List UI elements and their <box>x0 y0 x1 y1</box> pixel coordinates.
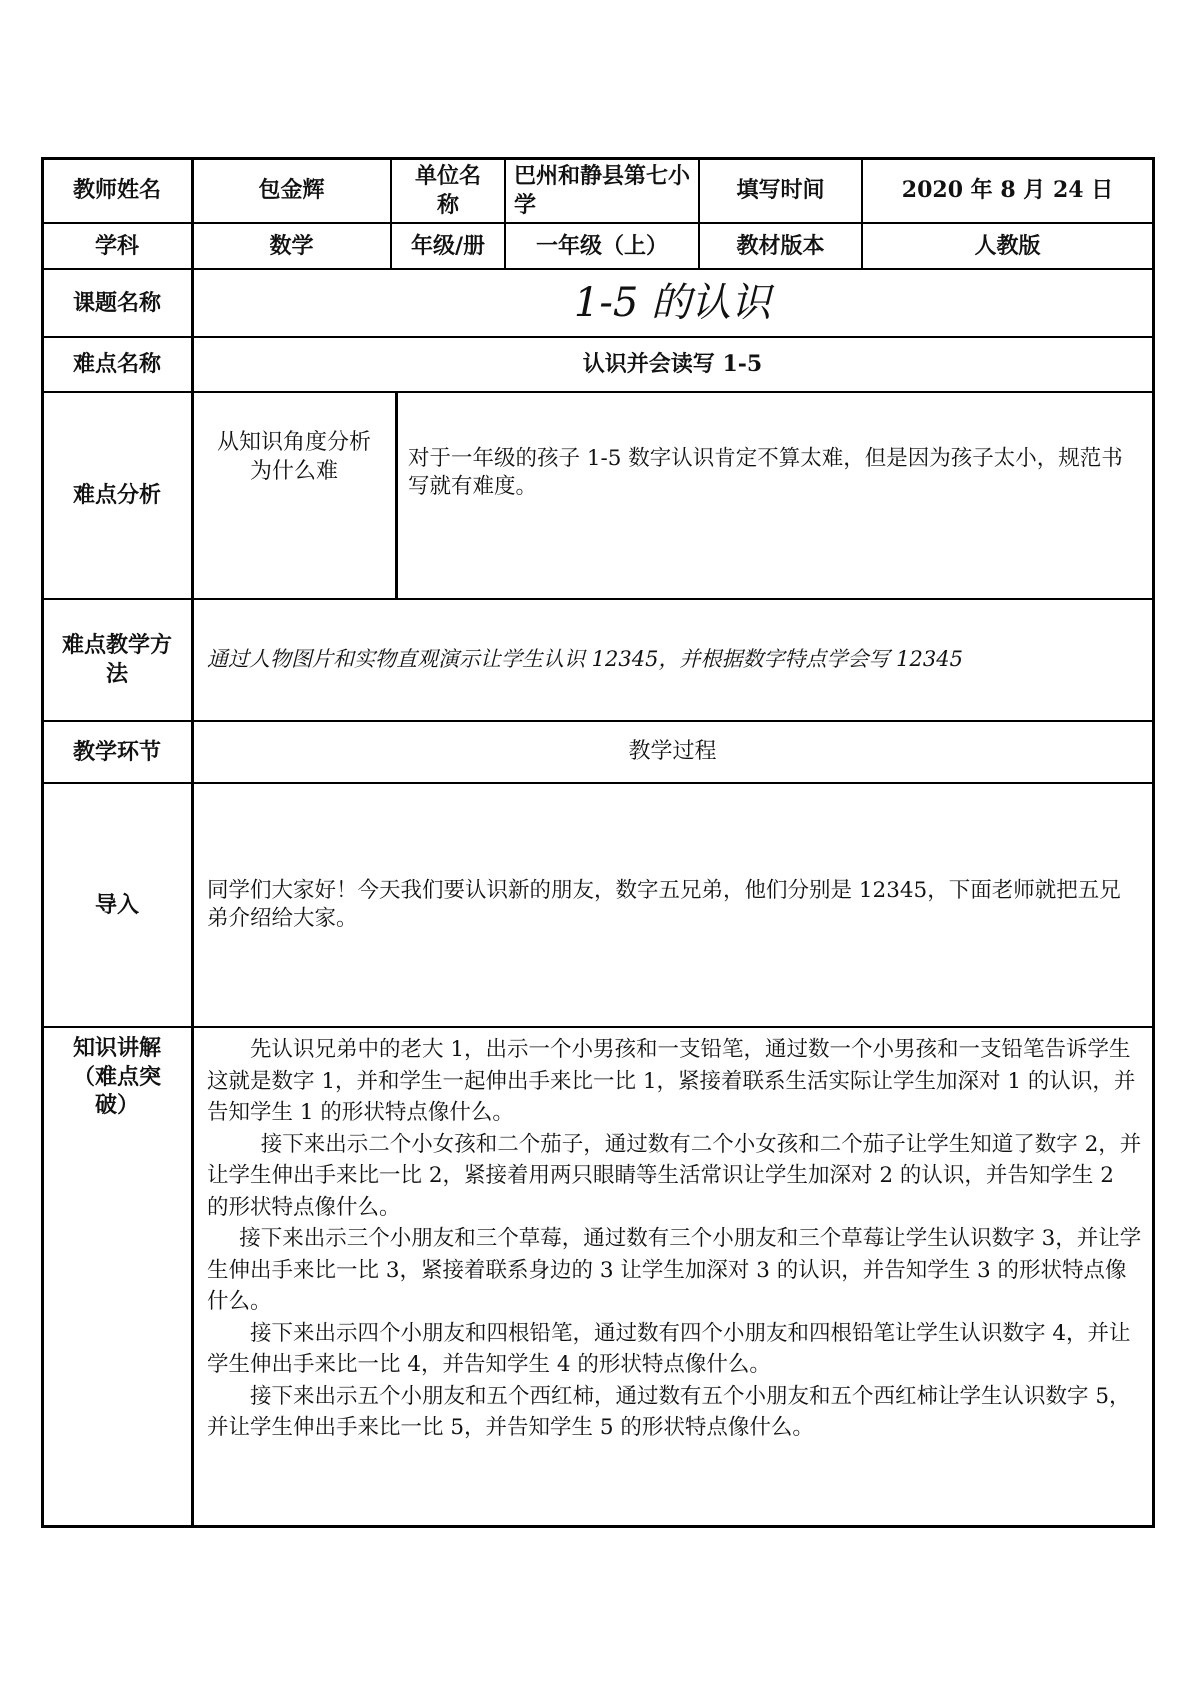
teaching-process-header: 教学过程 <box>628 738 717 764</box>
edition-value: 人教版 <box>974 232 1041 259</box>
explain-paragraph: 接下来出示二个小女孩和二个茄子，通过数有二个小女孩和二个茄子让学生知道了数字 2，并让学生伸出手来比一比 2，紧接着用两只眼睛等生活常识让学生加深对 2 的认识，并告知学生 2 的形状特点像什么。 <box>207 1131 1142 1220</box>
method-text: 通过人物图片和实物直观演示让学生认识 12345，并根据数字特点学会写 12345 <box>207 647 963 672</box>
subject-value: 数学 <box>269 232 314 259</box>
fill-date-value: 2020 年 8 月 24 日 <box>901 177 1114 204</box>
difficulty-label: 难点名称 <box>72 351 161 378</box>
method-label: 难点教学方法 <box>61 632 172 687</box>
grade-label: 年级/册 <box>410 232 486 259</box>
analysis-sub-label: 从知识角度分析为什么难 <box>216 430 371 484</box>
teacher-name-label: 教师姓名 <box>72 177 161 204</box>
table-border-bottom <box>41 1525 1154 1528</box>
explain-paragraph: 接下来出示五个小朋友和五个西红柿，通过数有五个小朋友和五个西红柿让学生认识数字 5，并让学生伸出手来比一比 5，并告知学生 5 的形状特点像什么。 <box>207 1383 1131 1440</box>
explain-label: 知识讲解（难点突破） <box>72 1035 161 1119</box>
grade-value: 一年级（上） <box>535 232 668 259</box>
intro-text: 同学们大家好！今天我们要认识新的朋友，数字五兄弟，他们分别是 12345，下面老师就把五兄弟介绍给大家。 <box>207 878 1121 931</box>
unit-name-label: 单位名称 <box>414 162 481 218</box>
teaching-stage-header: 教学环节 <box>72 738 161 765</box>
teacher-name-value: 包金辉 <box>258 177 325 204</box>
topic-label: 课题名称 <box>72 289 161 316</box>
explain-body <box>193 1028 1152 1444</box>
analysis-label: 难点分析 <box>72 482 161 509</box>
explain-paragraph: 接下来出示四个小朋友和四根铅笔，通过数有四个小朋友和四根铅笔让学生认识数字 4，并让学生伸出手来比一比 4，并告知学生 4 的形状特点像什么。 <box>207 1320 1131 1377</box>
intro-label: 导入 <box>94 891 139 918</box>
analysis-text: 对于一年级的孩子 1-5 数字认识肯定不算太难，但是因为孩子太小，规范书写就有难度。 <box>408 446 1123 499</box>
explain-paragraph: 接下来出示三个小朋友和三个草莓，通过数有三个小朋友和三个草莓让学生认识数字 3，并让学生伸出手来比一比 3，紧接着联系身边的 3 让学生加深对 3 的认识，并告知学生 3 的形状特点像什么。 <box>207 1226 1142 1314</box>
edition-label: 教材版本 <box>736 232 825 259</box>
unit-name-value: 巴州和静县第七小学 <box>514 162 691 218</box>
difficulty-value: 认识并会读写 1-5 <box>582 351 763 378</box>
table-border-right <box>1152 157 1155 1528</box>
fill-date-label: 填写时间 <box>736 177 825 204</box>
explain-paragraph: 先认识兄弟中的老大 1，出示一个小男孩和一支铅笔，通过数一个小男孩和一支铅笔告诉学生这就是数字 1，并和学生一起伸出手来比一比 1，紧接着联系生活实际让学生加深对 1 的认识，并告知学生 1 的形状特点像什么。 <box>207 1037 1136 1125</box>
subject-label: 学科 <box>94 232 139 259</box>
topic-value: 1-5 的认识 <box>573 280 772 326</box>
